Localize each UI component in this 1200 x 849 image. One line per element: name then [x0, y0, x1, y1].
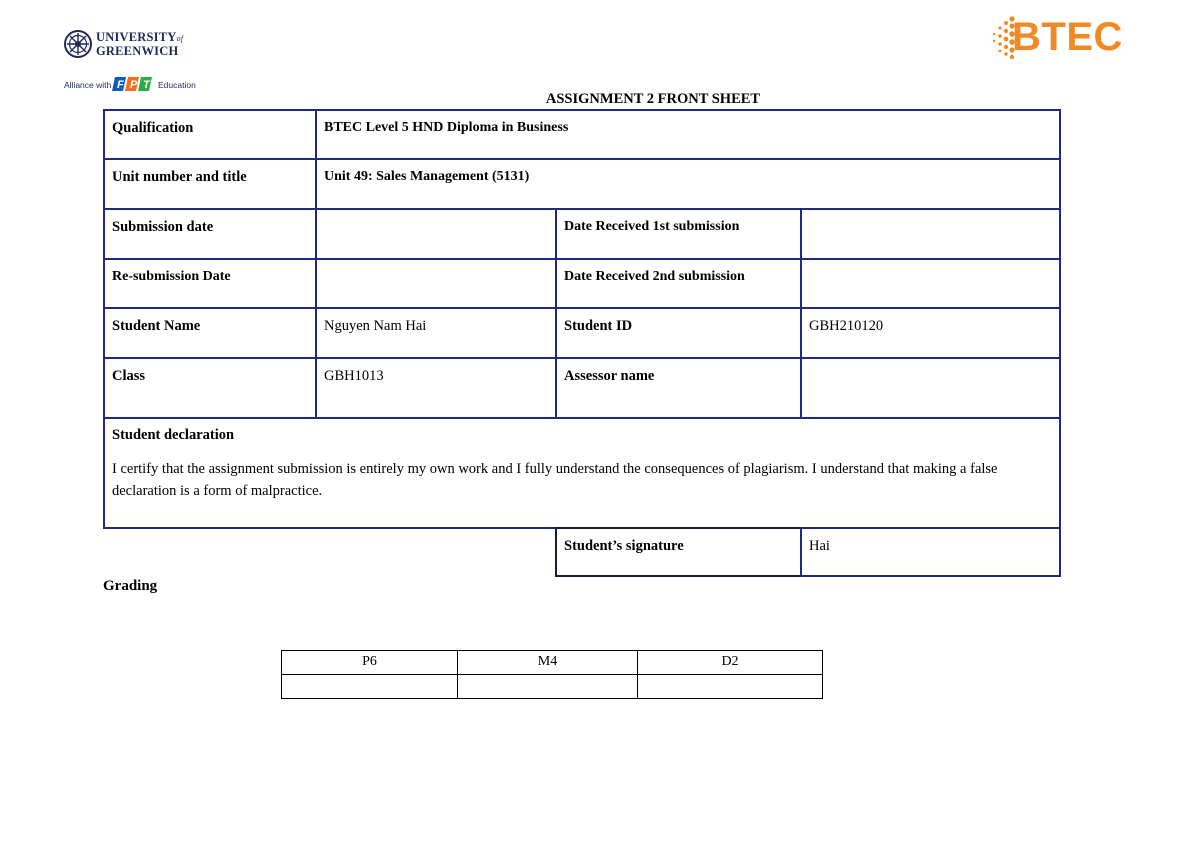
class-label: Class	[103, 357, 317, 419]
qualification-row	[103, 109, 1061, 160]
alliance-suffix: Education	[158, 80, 196, 90]
logo-greenwich-text: GREENWICH	[96, 44, 179, 58]
unit-value: Unit 49: Sales Management (5131)	[315, 158, 1061, 210]
declaration-text: I certify that the assignment submission is entirely my own work and I fully understand the consequences of plagiarism. I understand that making a false declaration is a form of malpractice.	[112, 461, 998, 499]
received-1st-value	[800, 208, 1061, 260]
svg-text:T: T	[143, 79, 150, 91]
submission-date-value	[315, 208, 557, 260]
signature-row	[103, 527, 1061, 577]
submission-row	[103, 208, 1061, 260]
assessor-label: Assessor name	[555, 357, 802, 419]
alliance-prefix: Alliance with	[64, 80, 112, 90]
student-row	[103, 307, 1061, 359]
declaration-row	[103, 417, 1061, 529]
received-1st-label: Date Received 1st submission	[555, 208, 802, 260]
student-id-value: GBH210120	[800, 307, 1061, 359]
grading-result-d2	[637, 674, 823, 699]
resubmission-label: Re-submission Date	[103, 258, 317, 309]
assessor-value	[800, 357, 1061, 419]
university-of-greenwich-logo	[64, 30, 204, 62]
grading-heading: Grading	[103, 578, 158, 594]
declaration-cell	[103, 417, 1061, 529]
grading-criterion-d2: D2	[637, 650, 823, 675]
svg-text:P: P	[130, 79, 138, 91]
unit-row	[103, 158, 1061, 210]
qualification-value: BTEC Level 5 HND Diploma in Business	[315, 109, 1061, 160]
svg-text:F: F	[117, 79, 124, 91]
grading-result-p6	[281, 674, 458, 699]
grading-table	[281, 650, 823, 699]
btec-logo	[990, 14, 1140, 62]
class-row	[103, 357, 1061, 419]
logo-of-text: of	[176, 34, 184, 43]
grading-result-m4	[457, 674, 638, 699]
student-id-label: Student ID	[555, 307, 802, 359]
received-2nd-label: Date Received 2nd submission	[555, 258, 802, 309]
btec-logo-text: BTEC	[1012, 15, 1123, 59]
qualification-label: Qualification	[103, 109, 317, 160]
grading-criterion-p6: P6	[281, 650, 458, 675]
signature-value: Hai	[800, 527, 1061, 577]
fpt-logo-icon	[111, 76, 153, 92]
resubmission-value	[315, 258, 557, 309]
signature-label: Student’s signature	[555, 527, 802, 577]
class-value: GBH1013	[315, 357, 557, 419]
received-2nd-value	[800, 258, 1061, 309]
logo-university-text: UNIVERSITY	[96, 30, 177, 44]
student-name-label: Student Name	[103, 307, 317, 359]
resubmission-row	[103, 258, 1061, 309]
page-title	[0, 91, 1200, 108]
unit-label: Unit number and title	[103, 158, 317, 210]
grading-criterion-m4: M4	[457, 650, 638, 675]
student-name-value: Nguyen Nam Hai	[315, 307, 557, 359]
declaration-heading: Student declaration	[112, 427, 235, 443]
greenwich-seal-icon	[64, 30, 92, 58]
submission-date-label: Submission date	[103, 208, 317, 260]
page-title-text: ASSIGNMENT 2 FRONT SHEET	[545, 91, 761, 107]
